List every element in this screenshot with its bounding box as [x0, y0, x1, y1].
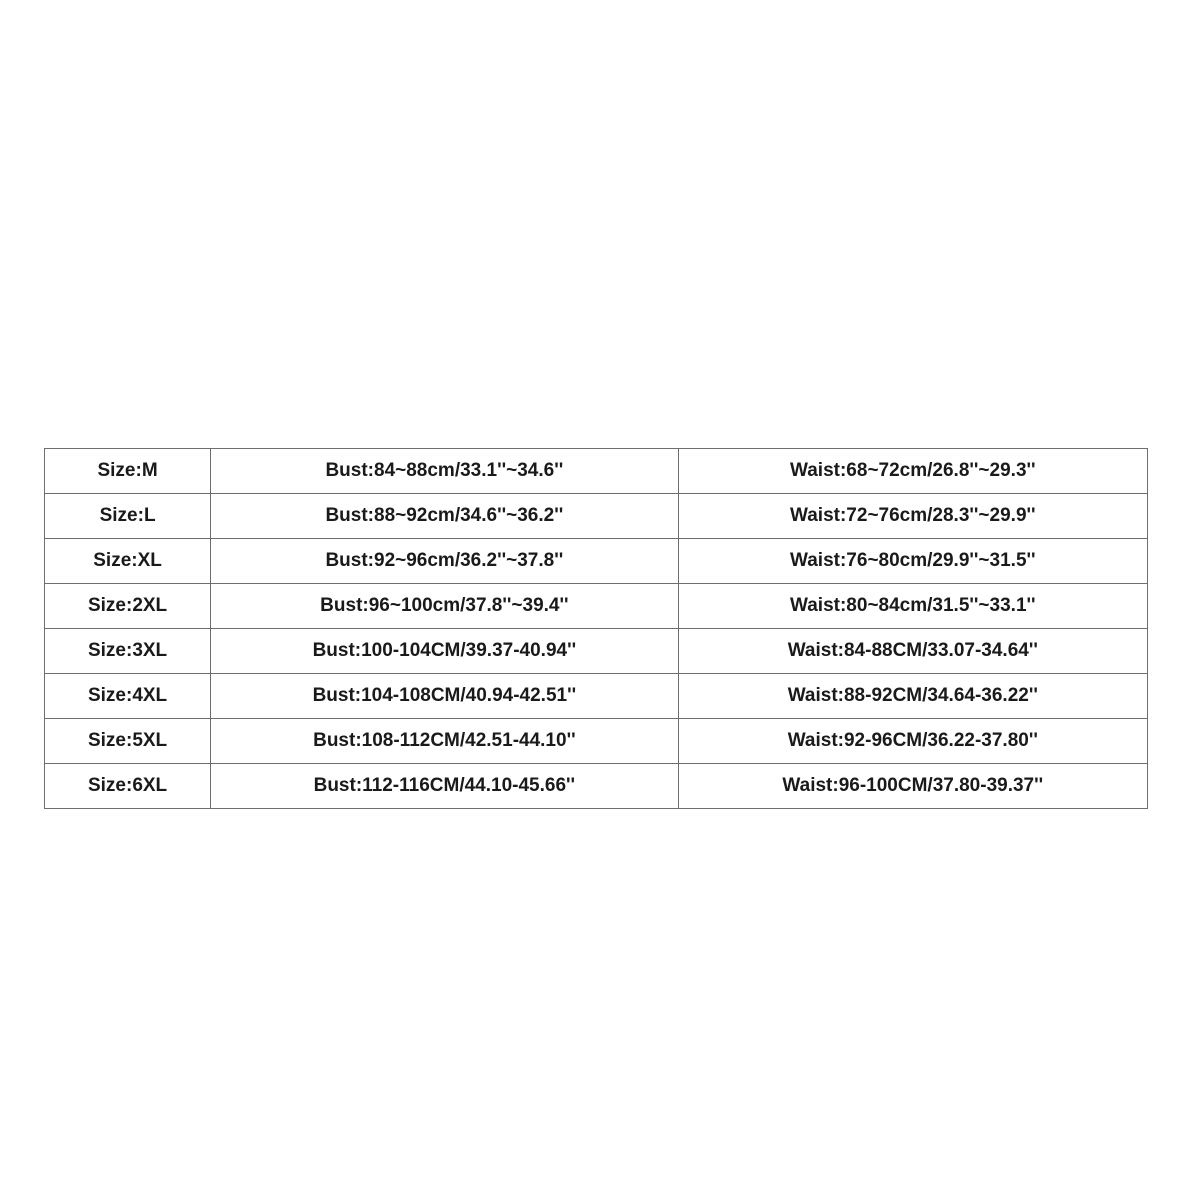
size-chart-body [45, 449, 1148, 809]
table-row [45, 719, 1148, 764]
table-row [45, 629, 1148, 674]
table-row [45, 449, 1148, 494]
table-row [45, 674, 1148, 719]
bust-cell: Bust:88~92cm/34.6''~36.2'' [211, 494, 678, 539]
table-row [45, 584, 1148, 629]
size-cell: Size:4XL [45, 674, 211, 719]
bust-cell: Bust:104-108CM/40.94-42.51'' [211, 674, 678, 719]
table-row [45, 494, 1148, 539]
bust-cell: Bust:100-104CM/39.37-40.94'' [211, 629, 678, 674]
size-cell: Size:XL [45, 539, 211, 584]
size-cell: Size:3XL [45, 629, 211, 674]
waist-cell: Waist:92-96CM/36.22-37.80'' [678, 719, 1147, 764]
waist-cell: Waist:76~80cm/29.9''~31.5'' [678, 539, 1147, 584]
waist-cell: Waist:72~76cm/28.3''~29.9'' [678, 494, 1147, 539]
waist-cell: Waist:96-100CM/37.80-39.37'' [678, 764, 1147, 809]
bust-cell: Bust:108-112CM/42.51-44.10'' [211, 719, 678, 764]
bust-cell: Bust:96~100cm/37.8''~39.4'' [211, 584, 678, 629]
size-cell: Size:6XL [45, 764, 211, 809]
waist-cell: Waist:88-92CM/34.64-36.22'' [678, 674, 1147, 719]
waist-cell: Waist:68~72cm/26.8''~29.3'' [678, 449, 1147, 494]
waist-cell: Waist:80~84cm/31.5''~33.1'' [678, 584, 1147, 629]
size-cell: Size:2XL [45, 584, 211, 629]
size-cell: Size:M [45, 449, 211, 494]
bust-cell: Bust:92~96cm/36.2''~37.8'' [211, 539, 678, 584]
size-cell: Size:5XL [45, 719, 211, 764]
size-cell: Size:L [45, 494, 211, 539]
bust-cell: Bust:112-116CM/44.10-45.66'' [211, 764, 678, 809]
waist-cell: Waist:84-88CM/33.07-34.64'' [678, 629, 1147, 674]
table-row [45, 539, 1148, 584]
table-row [45, 764, 1148, 809]
size-chart-table [44, 448, 1148, 809]
bust-cell: Bust:84~88cm/33.1''~34.6'' [211, 449, 678, 494]
